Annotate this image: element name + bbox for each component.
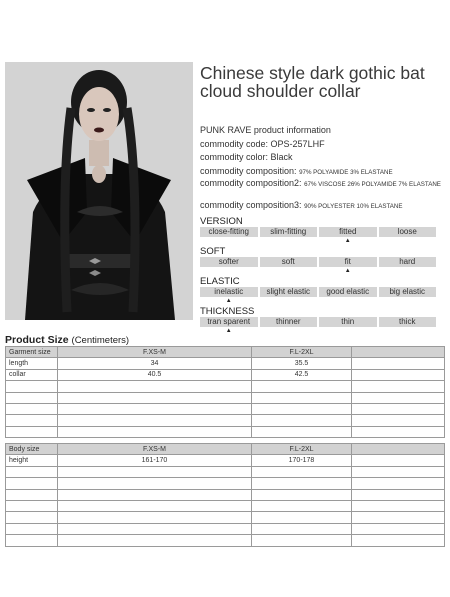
info-composition3: commodity composition3: 90% POLYESTER 10% ELASTANE bbox=[200, 200, 403, 210]
attr-title-elastic: ELASTIC bbox=[200, 276, 240, 287]
selection-marker bbox=[319, 297, 377, 305]
commodity-color: Black bbox=[270, 152, 293, 162]
product-info bbox=[200, 124, 446, 213]
table-header-row bbox=[6, 444, 445, 455]
selection-marker bbox=[379, 327, 437, 335]
scale-cell: good elastic bbox=[319, 287, 377, 297]
selection-marker bbox=[260, 267, 318, 275]
table-row-empty bbox=[6, 478, 445, 489]
table-header-cell: Body size bbox=[6, 444, 58, 455]
scale-cell: slim-fitting bbox=[260, 227, 318, 237]
scale-cell: thin bbox=[319, 317, 377, 327]
scale-cell: fitted bbox=[319, 227, 377, 237]
table-cell: 40.5 bbox=[58, 369, 252, 380]
table-header-cell: F.XS-M bbox=[58, 444, 252, 455]
scale-cell: big elastic bbox=[379, 287, 437, 297]
selection-marker bbox=[379, 297, 437, 305]
scale-cell: slight elastic bbox=[260, 287, 318, 297]
scale-cell: tran sparent bbox=[200, 317, 258, 327]
selection-marker bbox=[200, 237, 258, 245]
scale-cell: fit bbox=[319, 257, 377, 267]
garment-size-table bbox=[5, 346, 445, 438]
info-code: commodity code: OPS-257LHF bbox=[200, 138, 325, 149]
selection-marker: ▲ bbox=[225, 328, 232, 334]
table-header-cell: F.L-2XL bbox=[252, 444, 352, 455]
table-cell: length bbox=[6, 358, 58, 369]
table-row bbox=[6, 455, 445, 466]
scale-cell: loose bbox=[379, 227, 437, 237]
selection-marker: ▲ bbox=[344, 238, 351, 244]
product-title: Chinese style dark gothic bat cloud shoulder collar bbox=[200, 63, 425, 101]
selection-marker bbox=[260, 297, 318, 305]
table-row-empty bbox=[6, 415, 445, 426]
scale-cell: inelastic bbox=[200, 287, 258, 297]
table-row-empty bbox=[6, 381, 445, 392]
attribute-scales bbox=[200, 215, 436, 335]
scale-cell: thick bbox=[379, 317, 437, 327]
scale-cell: thinner bbox=[260, 317, 318, 327]
composition2-value: 67% VISCOSE 26% POLYAMIDE 7% ELASTANE bbox=[304, 181, 441, 188]
info-composition: commodity composition: 97% POLYAMIDE 3% ELASTANE bbox=[200, 165, 393, 176]
composition-value: 97% POLYAMIDE 3% ELASTANE bbox=[299, 168, 393, 176]
table-header-row bbox=[6, 347, 445, 358]
table-cell: 170-178 bbox=[252, 455, 352, 466]
attr-title-version: VERSION bbox=[200, 216, 243, 227]
table-header-cell: F.XS-M bbox=[58, 347, 252, 358]
table-cell: 42.5 bbox=[252, 369, 352, 380]
attr-title-thickness: THICKNESS bbox=[200, 306, 255, 317]
table-row-empty bbox=[6, 500, 445, 511]
table-row-empty bbox=[6, 535, 445, 546]
composition3-value: 90% POLYESTER 10% ELASTANE bbox=[304, 203, 403, 210]
selection-marker bbox=[379, 267, 437, 275]
selection-marker: ▲ bbox=[225, 298, 232, 304]
marks-elastic bbox=[200, 297, 436, 305]
table-row-empty bbox=[6, 489, 445, 500]
model-illustration bbox=[5, 62, 193, 320]
product-size-title: Product Size (Centimeters) bbox=[5, 334, 130, 346]
marks-version bbox=[200, 237, 436, 245]
selection-marker: ▲ bbox=[344, 268, 351, 274]
table-row bbox=[6, 369, 445, 380]
scale-cell: hard bbox=[379, 257, 437, 267]
size-unit: (Centimeters) bbox=[71, 335, 130, 346]
selection-marker bbox=[200, 267, 258, 275]
selection-marker bbox=[260, 237, 318, 245]
table-cell: height bbox=[6, 455, 58, 466]
commodity-code: OPS-257LHF bbox=[270, 138, 325, 149]
info-composition2: commodity composition2: 67% VISCOSE 26% POLYAMIDE 7% ELASTANE bbox=[200, 178, 441, 188]
info-heading: PUNK RAVE product information bbox=[200, 125, 331, 135]
scale-soft bbox=[200, 257, 436, 267]
table-cell: 34 bbox=[58, 358, 252, 369]
selection-marker bbox=[319, 327, 377, 335]
table-cell: 161-170 bbox=[58, 455, 252, 466]
scale-thickness bbox=[200, 317, 436, 327]
table-row-empty bbox=[6, 426, 445, 437]
scale-version bbox=[200, 227, 436, 237]
marks-thickness bbox=[200, 327, 436, 335]
table-row-empty bbox=[6, 392, 445, 403]
selection-marker bbox=[379, 237, 437, 245]
table-header-cell: F.L-2XL bbox=[252, 347, 352, 358]
scale-elastic bbox=[200, 287, 436, 297]
scale-cell: soft bbox=[260, 257, 318, 267]
table-row bbox=[6, 358, 445, 369]
scale-cell: softer bbox=[200, 257, 258, 267]
table-row-empty bbox=[6, 466, 445, 477]
selection-marker bbox=[260, 327, 318, 335]
table-cell: collar bbox=[6, 369, 58, 380]
scale-cell: close-fitting bbox=[200, 227, 258, 237]
table-header-cell: Garment size bbox=[6, 347, 58, 358]
info-color: commodity color: Black bbox=[200, 152, 293, 162]
table-cell: 35.5 bbox=[252, 358, 352, 369]
product-photo bbox=[5, 62, 193, 320]
table-row-empty bbox=[6, 403, 445, 414]
marks-soft bbox=[200, 267, 436, 275]
attr-title-soft: SOFT bbox=[200, 246, 226, 257]
body-size-table bbox=[5, 443, 445, 547]
table-row-empty bbox=[6, 523, 445, 534]
table-row-empty bbox=[6, 512, 445, 523]
